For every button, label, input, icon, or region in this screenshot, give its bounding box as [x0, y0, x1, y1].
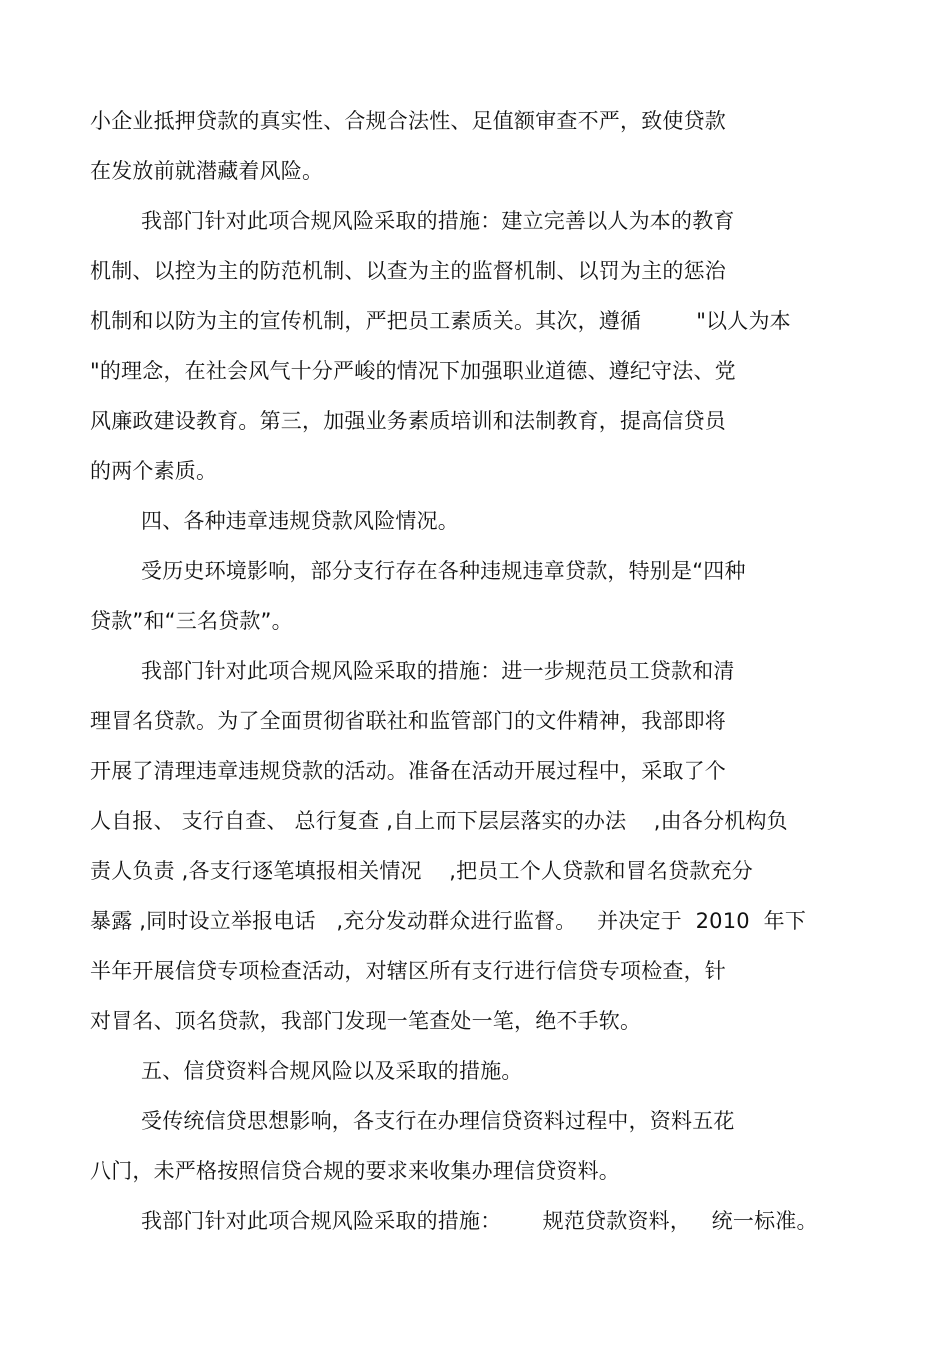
paragraph-line: 在发放前就潜藏着风险。 — [90, 159, 324, 183]
paragraph-line: 暴露 ,同时设立举报电话 ,充分发动群众进行监督。 并决定于 2010 年下 — [90, 909, 807, 933]
paragraph-line: 人自报、 支行自查、 总行复查 ,自上而下层层落实的办法 ,由各分机构负 — [90, 809, 788, 833]
section-heading: 五、信贷资料合规风险以及采取的措施。 — [141, 1059, 523, 1083]
paragraph-line: 理冒名贷款。为了全面贯彻省联社和监管部门的文件精神，我部即将 — [90, 709, 726, 733]
paragraph-line: 我部门针对此项合规风险采取的措施：进一步规范员工贷款和清 — [141, 659, 735, 683]
paragraph-line: "的理念，在社会风气十分严峻的情况下加强职业道德、遵纪守法、党 — [90, 359, 736, 383]
paragraph-line: 责人负责 ,各支行逐笔填报相关情况 ,把员工个人贷款和冒名贷款充分 — [90, 859, 753, 883]
paragraph-line: 对冒名、顶名贷款，我部门发现一笔查处一笔，绝不手软。 — [90, 1009, 642, 1033]
paragraph-line: 的两个素质。 — [90, 459, 218, 483]
paragraph-line: 机制、以控为主的防范机制、以查为主的监督机制、以罚为主的惩治 — [90, 259, 726, 283]
paragraph-line: 我部门针对此项合规风险采取的措施： 规范贷款资料， 统一标准。 — [141, 1209, 818, 1233]
paragraph-line: 我部门针对此项合规风险采取的措施：建立完善以人为本的教育 — [141, 209, 735, 233]
paragraph-line: 半年开展信贷专项检查活动，对辖区所有支行进行信贷专项检查，针 — [90, 959, 726, 983]
paragraph-line: 风廉政建设教育。第三，加强业务素质培训和法制教育，提高信贷员 — [90, 409, 726, 433]
paragraph-line: 受传统信贷思想影响，各支行在办理信贷资料过程中，资料五花 — [141, 1109, 735, 1133]
paragraph-line: 小企业抵押贷款的真实性、合规合法性、足值额审查不严，致使贷款 — [90, 109, 726, 133]
paragraph-line: 开展了清理违章违规贷款的活动。准备在活动开展过程中，采取了个 — [90, 759, 726, 783]
paragraph-line: 八门，未严格按照信贷合规的要求来收集办理信贷资料。 — [90, 1159, 620, 1183]
paragraph-line: 受历史环境影响，部分支行存在各种违规违章贷款，特别是“四种 — [141, 559, 746, 583]
paragraph-line: 机制和以防为主的宣传机制，严把员工素质关。其次，遵循 "以人为本 — [90, 309, 791, 333]
section-heading: 四、各种违章违规贷款风险情况。 — [141, 509, 459, 533]
paragraph-line: 贷款”和“三名贷款”。 — [90, 609, 293, 633]
